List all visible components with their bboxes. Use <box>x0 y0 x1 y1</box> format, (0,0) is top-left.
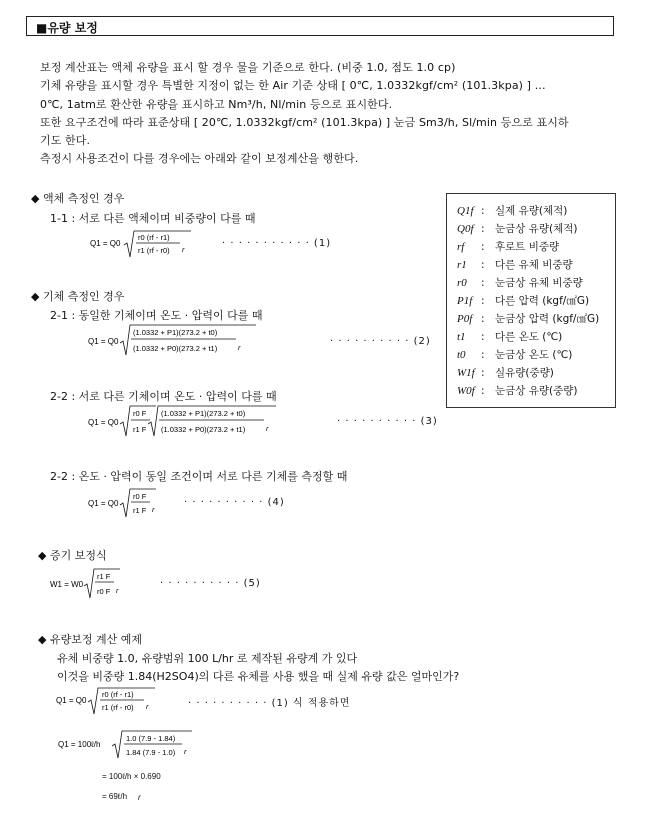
formula-3 <box>86 403 286 441</box>
intro-line-1: 보정 계산표는 액체 유량을 표시 할 경우 물을 기준으로 한다. (비중 1.0, 점도 1.0 cp) <box>40 61 456 74</box>
legend-desc: 다른 압력 (kgf/㎠G) <box>495 295 590 307</box>
legend-row <box>457 257 573 272</box>
legend-row <box>457 221 578 236</box>
intro-line-5: 기도 한다. <box>40 134 91 147</box>
legend-symbol: r1 <box>457 259 467 271</box>
legend-colon: : <box>481 277 485 289</box>
example-formula-1-lhs: Q1 = Q0 <box>56 696 87 705</box>
formula-3-num: (1.0332 + P1)(273.2 + t0) <box>161 409 246 418</box>
legend-symbol: rf <box>457 241 465 253</box>
legend-row <box>457 293 589 308</box>
example-formula-2-num: 1.0 (7.9 - 1.84) <box>126 734 176 743</box>
formula-2-r: r <box>238 343 241 352</box>
example-line-1: 유체 비중량 1.0, 유량범위 100 L/hr 로 제작된 유량계 가 있다 <box>57 652 358 665</box>
example-formula-2-den: 1.84 (7.9 - 1.0) <box>126 748 176 757</box>
intro-line-4: 또한 요구조건에 따라 표준상태 [ 20℃, 1.0332kgf/cm² (101.3kpa) ] 눈금 Sm3/h, Sl/min 등으로 표시하 <box>40 116 569 129</box>
legend-desc: 다른 유체 비중량 <box>495 259 573 271</box>
legend-desc: 다른 온도 (℃) <box>495 331 563 343</box>
formula-2-den: (1.0332 + P0)(273.2 + t1) <box>133 344 218 353</box>
legend-symbol: W1f <box>457 367 475 379</box>
formula-4-lhs: Q1 = Q0 <box>88 499 119 508</box>
legend-row <box>457 329 562 344</box>
formula-1-ref: · · · · · · · · · · · (1) <box>222 238 332 249</box>
formula-5-num: r1 F <box>97 572 111 581</box>
intro-line-6: 측정시 사용조건이 다를 경우에는 아래와 같이 보정계산을 행한다. <box>40 152 359 165</box>
example-formula-2-r: r <box>184 747 187 756</box>
example-step-1: = 100ℓ/h × 0.690 <box>102 772 161 781</box>
legend-row <box>457 383 578 398</box>
legend-row <box>457 347 572 362</box>
formula-4-r: r <box>152 505 155 514</box>
formula-3-ref: · · · · · · · · · · (3) <box>337 416 438 427</box>
example-formula-2 <box>56 728 206 762</box>
example-heading: ◆ 유량보정 계산 예제 <box>38 633 142 646</box>
legend-symbol: Q1f <box>457 205 474 217</box>
steam-heading: ◆ 증기 보정식 <box>38 549 107 562</box>
example-formula-1-r: r <box>146 702 149 711</box>
section-title: ■유량 보정 <box>36 21 98 35</box>
legend-colon: : <box>481 259 485 271</box>
legend-colon: : <box>481 367 485 379</box>
legend-desc: 눈금상 압력 (kgf/㎠G) <box>495 313 600 325</box>
formula-2-num: (1.0332 + P1)(273.2 + t0) <box>133 328 218 337</box>
legend-symbol: t1 <box>457 331 466 343</box>
legend-desc: 눈금상 유체 비중량 <box>495 277 583 289</box>
legend-row <box>457 275 583 290</box>
formula-1-r: r <box>182 245 185 254</box>
legend-symbol: Q0f <box>457 223 474 235</box>
legend-row <box>457 203 567 218</box>
formula-3-den: (1.0332 + P0)(273.2 + t1) <box>161 425 246 434</box>
legend-colon: : <box>481 331 485 343</box>
liquid-case-1: 1-1 : 서로 다른 액체이며 비중량이 다를 때 <box>50 212 256 225</box>
symbol-legend <box>446 193 616 408</box>
formula-4-ref: · · · · · · · · · · (4) <box>184 497 285 508</box>
formula-1-num: r0 (rf - r1) <box>138 233 170 242</box>
intro-line-2: 기체 유량을 표시할 경우 특별한 지정이 없는 한 Air 기준 상태 [ 0℃, 1.0332kgf/cm² (101.3kpa) ] … <box>40 79 546 92</box>
formula-4 <box>86 486 166 520</box>
legend-colon: : <box>481 349 485 361</box>
formula-4-den: r1 F <box>133 506 147 515</box>
formula-5-r: r <box>116 586 119 595</box>
legend-colon: : <box>481 241 485 253</box>
legend-desc: 눈금상 온도 (℃) <box>495 349 573 361</box>
legend-symbol: r0 <box>457 277 467 289</box>
legend-row <box>457 365 554 380</box>
formula-2-lhs: Q1 = Q0 <box>88 337 119 346</box>
example-formula-1 <box>54 685 164 719</box>
formula-5-den: r0 F <box>97 587 111 596</box>
legend-symbol: P0f <box>457 313 473 325</box>
example-step-2-r: r <box>138 793 141 802</box>
gas-case-2-1: 2-1 : 동일한 기체이며 온도 · 압력이 다를 때 <box>50 309 263 322</box>
formula-4-num: r0 F <box>133 492 147 501</box>
legend-desc: 후로트 비중량 <box>495 241 560 253</box>
legend-desc: 실유량(중량) <box>495 367 554 379</box>
legend-desc: 눈금상 유량(체적) <box>495 223 578 235</box>
formula-5 <box>48 566 128 600</box>
example-formula-1-num: r0 (rf - r1) <box>102 690 134 699</box>
example-line-2: 이것을 비중량 1.84(H2SO4)의 다른 유체를 사용 했을 때 실제 유량 값은 얼마인가? <box>57 670 460 683</box>
formula-3-num-r: r0 F <box>133 409 147 418</box>
legend-colon: : <box>481 223 485 235</box>
gas-case-2-2b: 2-2 : 온도 · 압력이 동일 조건이며 서로 다른 기체를 측정할 때 <box>50 470 348 483</box>
formula-3-r: r <box>266 424 269 433</box>
legend-colon: : <box>481 205 485 217</box>
formula-5-ref: · · · · · · · · · · (5) <box>160 578 261 589</box>
legend-symbol: W0f <box>457 385 475 397</box>
formula-5-lhs: W1 = W0 <box>50 580 84 589</box>
example-formula-1-den: r1 (rf - r0) <box>102 703 134 712</box>
formula-2 <box>86 322 266 358</box>
legend-symbol: t0 <box>457 349 466 361</box>
formula-1-lhs: Q1 = Q0 <box>90 239 121 248</box>
formula-3-lhs: Q1 = Q0 <box>88 418 119 427</box>
legend-colon: : <box>481 313 485 325</box>
legend-row <box>457 239 559 254</box>
formula-1-den: r1 (rf - r0) <box>138 246 170 255</box>
legend-row <box>457 311 599 326</box>
liquid-heading: ◆ 액체 측정인 경우 <box>31 192 125 205</box>
legend-desc: 실제 유량(체적) <box>495 205 568 217</box>
legend-colon: : <box>481 385 485 397</box>
gas-heading: ◆ 기체 측정인 경우 <box>31 290 125 303</box>
section-title-box <box>26 16 614 36</box>
example-step-2: = 69ℓ/h <box>102 792 128 801</box>
formula-1 <box>88 228 198 262</box>
legend-desc: 눈금상 유량(중량) <box>495 385 578 397</box>
formula-3-den-r: r1 F <box>133 425 147 434</box>
legend-symbol: P1f <box>457 295 473 307</box>
intro-line-3: 0℃, 1atm로 환산한 유량을 표시하고 Nm³/h, Nl/min 등으로 표시한다. <box>40 98 393 111</box>
legend-colon: : <box>481 295 485 307</box>
formula-2-ref: · · · · · · · · · · (2) <box>330 336 431 347</box>
example-formula-2-lhs: Q1 = 100ℓ/h <box>58 740 101 749</box>
example-formula-1-ref: · · · · · · · · · · (1) 식 적용하면 <box>188 698 351 709</box>
gas-case-2-2a: 2-2 : 서로 다른 기체이며 온도 · 압력이 다를 때 <box>50 390 277 403</box>
